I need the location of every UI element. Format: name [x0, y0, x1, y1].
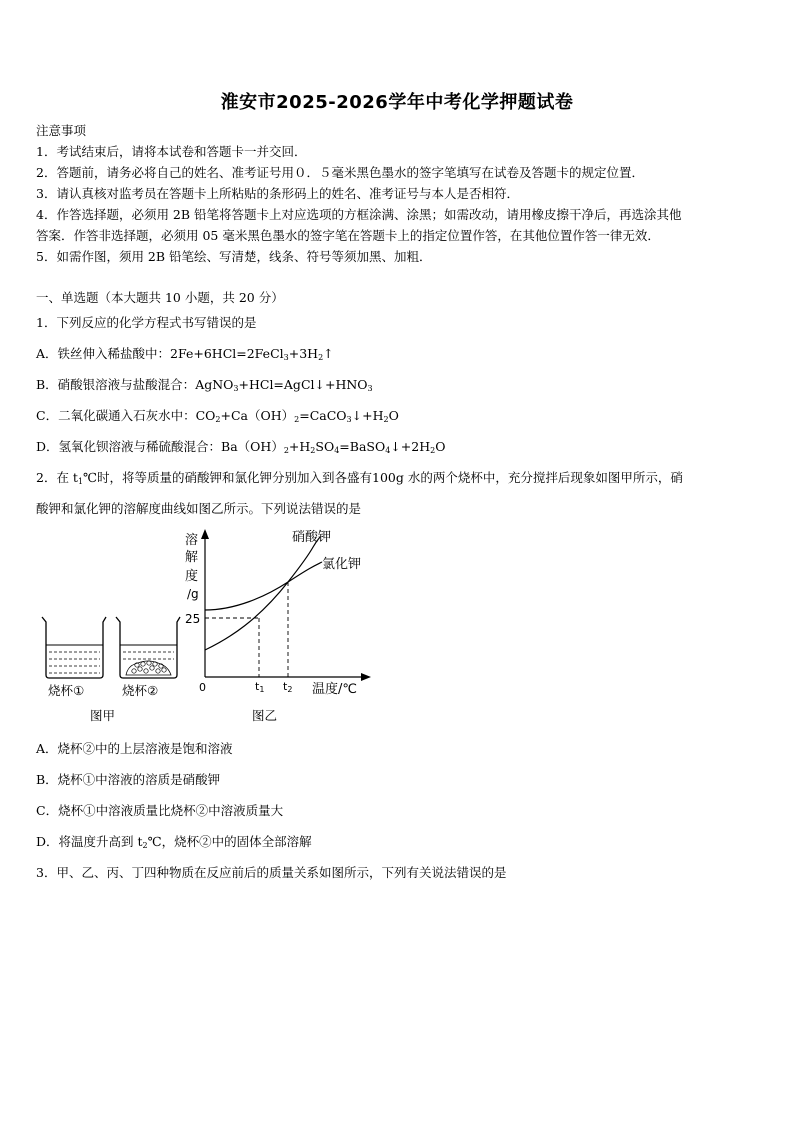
notice-item-3: 3．请认真核对监考员在答题卡上所粘贴的条形码上的姓名、准考证号与本人是否相符． — [36, 186, 519, 201]
q2-option-b: B．烧杯①中溶液的溶质是硝酸钾 — [36, 772, 221, 787]
y-axis-arrow — [201, 529, 209, 539]
t2-label: t2 — [283, 680, 293, 694]
y-axis-label-2: 解 — [185, 550, 199, 565]
fig-a-label: 图甲 — [90, 708, 116, 723]
notice-item-1: 1．考试结束后，请将本试卷和答题卡一并交回． — [36, 144, 307, 159]
q1-option-a-prefix: A．铁丝伸入稀盐酸中： — [36, 346, 171, 361]
q2-option-a: A．烧杯②中的上层溶液是饱和溶液 — [36, 741, 233, 756]
kno3-curve — [205, 537, 320, 650]
notice-item-5: 5．如需作图，须用 2B 铅笔绘、写清楚，线条、符号等须加黑、加粗． — [36, 249, 432, 264]
y-tick-25: 25 — [185, 612, 201, 626]
q2-stem-line1 — [36, 468, 683, 486]
notice-heading: 注意事项 — [36, 123, 87, 138]
q2-option-d-part1: D．将温度升高到 t — [36, 834, 143, 849]
solubility-chart — [185, 529, 371, 723]
q1-stem: 1．下列反应的化学方程式书写错误的是 — [36, 315, 257, 330]
q3-stem: 3．甲、乙、丙、丁四种物质在反应前后的质量关系如图所示，下列有关说法错误的是 — [36, 865, 507, 880]
page-title: 淮安市2025-2026学年中考化学押题试卷 — [220, 92, 574, 113]
fig-b-label: 图乙 — [252, 708, 278, 723]
q2-option-d-part2: ℃，烧杯②中的固体全部溶解 — [147, 834, 312, 849]
q1-option-a-equation: $2Fe+6HCl=2FeCl_3+3H_2↑$ — [170, 346, 334, 362]
y-axis-label-4: /g — [187, 587, 199, 601]
q1-option-b-equation: $AgNO_3+HCl=AgCl↓+HNO_3$ — [195, 377, 373, 393]
t1-label: t1 — [255, 680, 265, 694]
q1-option-d-equation: $Ba(OH)_2+H_2SO_4=BaSO_4↓+2H_2O$ — [221, 439, 446, 455]
q2-option-c: C．烧杯①中溶液质量比烧杯②中溶液质量大 — [36, 803, 284, 818]
q2-stem-part1: 2．在 t — [36, 470, 78, 485]
beaker-1-label: 烧杯① — [48, 683, 85, 698]
kcl-label: 氯化钾 — [322, 557, 362, 572]
kcl-curve — [205, 562, 322, 610]
q1-option-c-equation: $CO_2+Ca(OH)_2=CaCO_3↓+H_2O$ — [195, 408, 399, 424]
q2-option-d — [36, 832, 312, 850]
q1-option-c-prefix: C．二氧化碳通入石灰水中： — [36, 408, 196, 423]
origin-label: 0 — [199, 681, 206, 694]
q2-stem-sub: 1 — [77, 477, 84, 486]
y-axis-label-1: 溶 — [185, 533, 199, 548]
q1-option-b — [36, 375, 373, 393]
q1-option-a — [36, 344, 334, 362]
notice-item-4-cont: 答案．作答非选择题，必须用 05 毫米黑色墨水的签字笔在答题卡上的指定位置作答，在其他位置作答一律无效． — [36, 228, 660, 243]
q2-stem-part2: ℃时，将等质量的硝酸钾和氯化钾分别加入到各盛有100g 水的两个烧杯中，充分搅拌后现象如图甲所示，硝 — [83, 470, 683, 485]
q2-stem-line2: 酸钾和氯化钾的溶解度曲线如图乙所示。下列说法错误的是 — [36, 501, 362, 516]
beaker-2-icon — [116, 617, 180, 678]
beaker-2-label: 烧杯② — [122, 683, 159, 698]
kno3-label: 硝酸钾 — [292, 530, 332, 545]
section-heading: 一、单选题（本大题共 10 小题，共 20 分） — [36, 290, 284, 305]
x-axis-arrow — [361, 673, 371, 681]
y-axis-label-3: 度 — [185, 569, 199, 584]
q2-option-d-sub: 2 — [142, 841, 148, 850]
q1-option-d-prefix: D．氢氧化钡溶液与稀硫酸混合： — [36, 439, 222, 454]
notice-item-4: 4．作答选择题，必须用 2B 铅笔将答题卡上对应选项的方框涂满、涂黑；如需改动，请用橡皮擦干净后，再选涂其他 — [36, 207, 682, 222]
beaker-1-icon — [42, 617, 106, 678]
q1-option-d — [36, 437, 445, 455]
q1-option-b-prefix: B．硝酸银溶液与盐酸混合： — [36, 377, 196, 392]
q1-option-c — [36, 406, 399, 424]
notice-item-2: 2．答题前，请务必将自己的姓名、准考证号用０．５毫米黑色墨水的签字笔填写在试卷及答题卡的规定位置． — [36, 165, 644, 180]
q2-figure — [30, 525, 390, 730]
x-axis-label: 温度/℃ — [312, 682, 357, 697]
